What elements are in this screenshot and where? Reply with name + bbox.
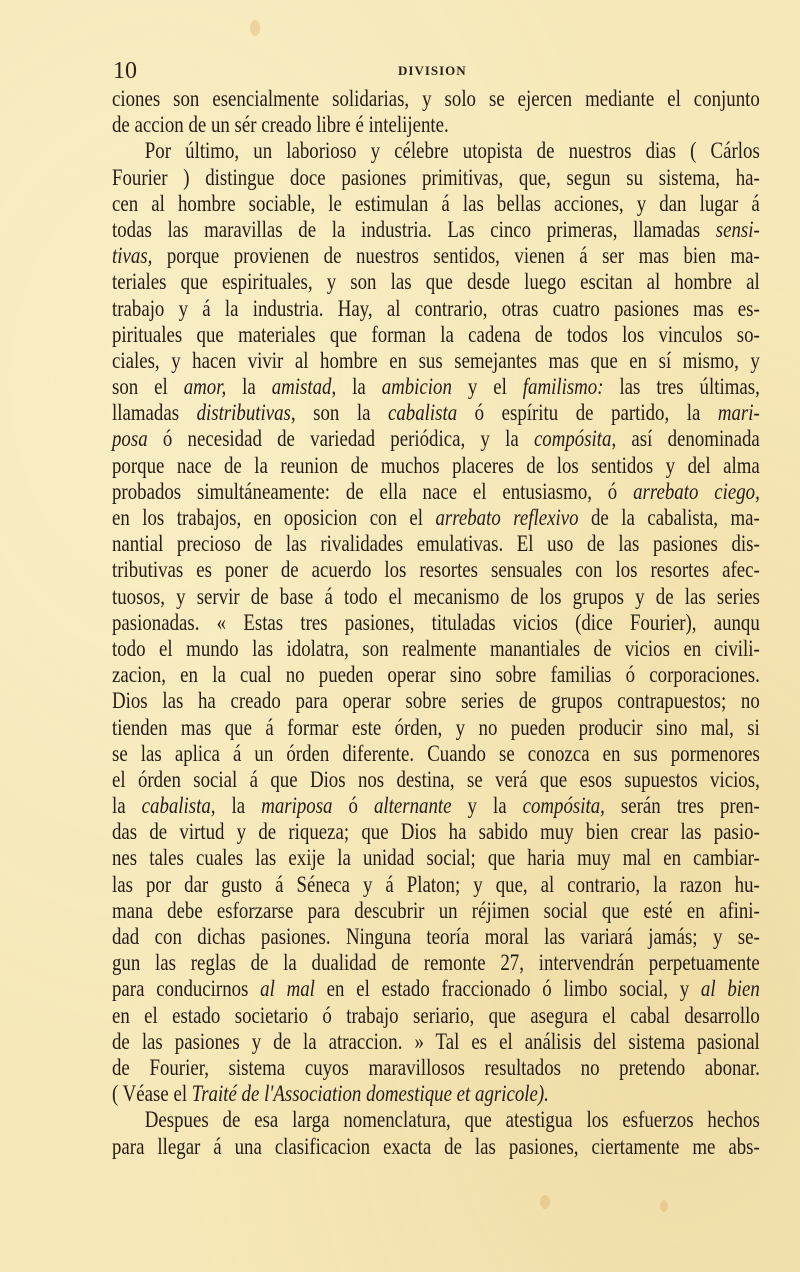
text-line bbox=[112, 688, 760, 714]
text-segment: Despues de esa larga nomenclatura, que atestigua los esfuerzos hechos bbox=[144, 1107, 760, 1133]
text-line bbox=[112, 426, 760, 452]
italic-text: compósita bbox=[533, 426, 612, 452]
text-line bbox=[112, 505, 760, 531]
italic-text: Traité de l'Association domestique et agricole). bbox=[191, 1081, 549, 1107]
text-segment: gun las reglas de la dualidad de remonte 27, intervendrán perpetuamente bbox=[112, 950, 760, 976]
paper-stain bbox=[250, 20, 260, 36]
text-segment: ó necesidad de variedad periódica, y la bbox=[147, 426, 534, 452]
italic-text: ambicion bbox=[381, 374, 452, 400]
text-line bbox=[112, 584, 760, 610]
text-line bbox=[112, 165, 760, 191]
text-segment: las tres últimas, bbox=[603, 374, 760, 400]
text-segment: la bbox=[112, 793, 142, 819]
text-line bbox=[112, 976, 760, 1002]
text-segment: todo el mundo las idolatra, son realmente manantiales de vicios en civili- bbox=[112, 635, 760, 661]
italic-text: mariposa bbox=[261, 793, 333, 819]
text-line bbox=[112, 950, 760, 976]
text-line bbox=[112, 531, 760, 557]
italic-text: al mal bbox=[260, 976, 315, 1002]
text-line bbox=[112, 400, 760, 426]
text-segment: probados simultáneamente: de ella nace el entusiasmo, ó bbox=[112, 478, 634, 504]
text-segment: ( Véase el bbox=[112, 1081, 192, 1107]
text-segment: pirituales que materiales que forman la cadena de todos los vinculos so- bbox=[112, 321, 760, 347]
text-line bbox=[112, 924, 760, 950]
text-line bbox=[112, 1081, 760, 1107]
italic-text: arrebato ciego, bbox=[633, 478, 760, 504]
text-segment: de las pasiones y de la atraccion. » Tal es el análisis del sistema pasional bbox=[112, 1028, 760, 1054]
body-text bbox=[112, 86, 800, 1160]
running-head: DIVISION bbox=[398, 63, 467, 78]
text-segment: pasionadas. « Estas tres pasiones, tituladas vicios (dice Fourier), aunqu bbox=[112, 609, 760, 635]
text-line bbox=[112, 217, 760, 243]
text-segment: el órden social á que Dios nos destina, se verá que esos supuestos vicios, bbox=[112, 766, 760, 792]
text-line bbox=[112, 1107, 760, 1133]
text-line bbox=[112, 741, 760, 767]
text-line bbox=[112, 898, 760, 924]
italic-text: amistad bbox=[271, 374, 332, 400]
italic-text: compósita, bbox=[522, 793, 605, 819]
text-line bbox=[112, 374, 760, 400]
text-segment: y el bbox=[451, 374, 523, 400]
italic-text: familismo: bbox=[522, 374, 604, 400]
text-segment: nes tales cuales las exije la unidad social; que haria muy mal en cambiar- bbox=[112, 845, 760, 871]
text-segment: en los trabajos, en oposicion con el bbox=[112, 505, 436, 530]
text-line bbox=[112, 296, 760, 322]
text-segment: para llegar á una clasificacion exacta de las pasiones, ciertamente me abs- bbox=[112, 1133, 760, 1159]
text-segment: mana debe esforzarse para descubrir un réjimen social que esté en afini- bbox=[112, 897, 760, 923]
text-segment: tributivas es poner de acuerdo los resortes sensuales con los resortes afec- bbox=[112, 557, 760, 583]
text-segment: Por último, un laborioso y célebre utopista de nuestros dias ( Cárlos bbox=[144, 138, 760, 164]
text-segment: la bbox=[226, 374, 272, 400]
text-line bbox=[112, 269, 760, 295]
text-segment: nantial precioso de las rivalidades emulativas. El uso de las pasiones dis- bbox=[112, 531, 760, 557]
text-line bbox=[112, 557, 760, 583]
text-line bbox=[112, 1055, 760, 1081]
text-line bbox=[112, 819, 760, 845]
text-line bbox=[112, 191, 760, 217]
text-segment: ciales, y hacen vivir al hombre en sus semejantes mas que en sí mismo, y bbox=[112, 347, 760, 373]
text-segment: , la bbox=[331, 374, 382, 400]
italic-text: mari- bbox=[717, 400, 760, 426]
text-segment: dad con dichas pasiones. Ninguna teoría moral las variará jamás; y se- bbox=[112, 924, 760, 949]
text-line bbox=[112, 767, 760, 793]
italic-text: distributivas bbox=[196, 400, 291, 426]
text-segment: ciones son esencialmente solidarias, y solo se ejercen mediante el conjunto bbox=[112, 86, 760, 111]
text-line bbox=[112, 610, 760, 636]
text-segment: Fourier ) distingue doce pasiones primitivas, que, segun su sistema, ha- bbox=[112, 164, 760, 190]
text-segment: serán tres pren- bbox=[604, 793, 760, 819]
italic-text: amor, bbox=[183, 374, 227, 400]
text-segment: ó espíritu de partido, la bbox=[457, 400, 718, 426]
text-segment: porque nace de la reunion de muchos placeres de los sentidos y del alma bbox=[112, 452, 760, 478]
text-line bbox=[112, 348, 760, 374]
text-line bbox=[112, 112, 760, 138]
text-line bbox=[112, 243, 760, 269]
text-segment: y la bbox=[451, 793, 523, 819]
paper-stain bbox=[540, 1195, 550, 1209]
italic-text: posa bbox=[112, 426, 148, 452]
text-segment: en el estado societario ó trabajo seriario, que asegura el cabal desarrollo bbox=[112, 1002, 760, 1028]
italic-text: alternante bbox=[373, 793, 452, 819]
text-line bbox=[112, 138, 760, 164]
text-line bbox=[112, 845, 760, 871]
italic-text: cabalista bbox=[387, 400, 458, 426]
text-segment: para conducirnos bbox=[112, 976, 261, 1002]
text-segment: las por dar gusto á Séneca y á Platon; y que, al contrario, la razon hu- bbox=[112, 871, 760, 897]
text-segment: cen al hombre sociable, le estimulan á las bellas acciones, y dan lugar á bbox=[112, 190, 760, 216]
text-line bbox=[112, 1003, 760, 1029]
page-number: 10 bbox=[113, 58, 137, 84]
text-line bbox=[112, 479, 760, 505]
text-segment: ó bbox=[332, 793, 374, 819]
text-segment: tienden mas que á formar este órden, y no pueden producir sino mal, si bbox=[112, 714, 760, 740]
text-segment: de la cabalista, ma- bbox=[578, 505, 760, 530]
text-segment: llamadas bbox=[112, 400, 197, 426]
text-segment: , son la bbox=[290, 400, 388, 426]
text-segment: de accion de un sér creado libre é intelijente. bbox=[112, 112, 449, 138]
text-segment: son el bbox=[112, 374, 184, 400]
text-line bbox=[112, 793, 760, 819]
italic-text: arrebato reflexivo bbox=[435, 505, 579, 530]
italic-text: tivas, bbox=[112, 243, 153, 269]
text-line bbox=[112, 1029, 760, 1055]
italic-text: sensi- bbox=[715, 216, 760, 242]
italic-text: cabalista, bbox=[141, 793, 216, 819]
text-segment: todas las maravillas de la industria. Las cinco primeras, llamadas bbox=[112, 216, 716, 242]
text-segment: Dios las ha creado para operar sobre series de grupos contrapuestos; no bbox=[112, 688, 760, 714]
paper-stain bbox=[660, 1200, 668, 1212]
italic-text: al bien bbox=[700, 976, 760, 1002]
text-line bbox=[112, 715, 760, 741]
text-segment: teriales que espirituales, y son las que desde luego escitan al hombre al bbox=[112, 269, 760, 295]
text-segment: das de virtud y de riqueza; que Dios ha sabido muy bien crear las pasio- bbox=[112, 819, 760, 845]
text-line bbox=[112, 636, 760, 662]
text-segment: porque provienen de nuestros sentidos, vienen á ser mas bien ma- bbox=[152, 243, 760, 269]
text-line bbox=[112, 1134, 760, 1160]
text-line bbox=[112, 662, 760, 688]
text-segment: zacion, en la cual no pueden operar sino sobre familias ó corporaciones. bbox=[112, 662, 760, 688]
text-segment: la bbox=[215, 793, 262, 819]
text-segment: , así denominada bbox=[611, 426, 760, 452]
text-line bbox=[112, 86, 760, 112]
text-line bbox=[112, 453, 760, 479]
text-segment: en el estado fraccionado ó limbo social, y bbox=[314, 976, 701, 1002]
text-segment: se las aplica á un órden diferente. Cuando se conozca en sus pormenores bbox=[112, 740, 760, 766]
text-line bbox=[112, 872, 760, 898]
text-segment: trabajo y á la industria. Hay, al contrario, otras cuatro pasiones mas es- bbox=[112, 295, 760, 321]
text-segment: de Fourier, sistema cuyos maravillosos resultados no pretendo abonar. bbox=[112, 1054, 760, 1080]
text-segment: tuosos, y servir de base á todo el mecanismo de los grupos y de las series bbox=[112, 583, 760, 609]
text-line bbox=[112, 322, 760, 348]
